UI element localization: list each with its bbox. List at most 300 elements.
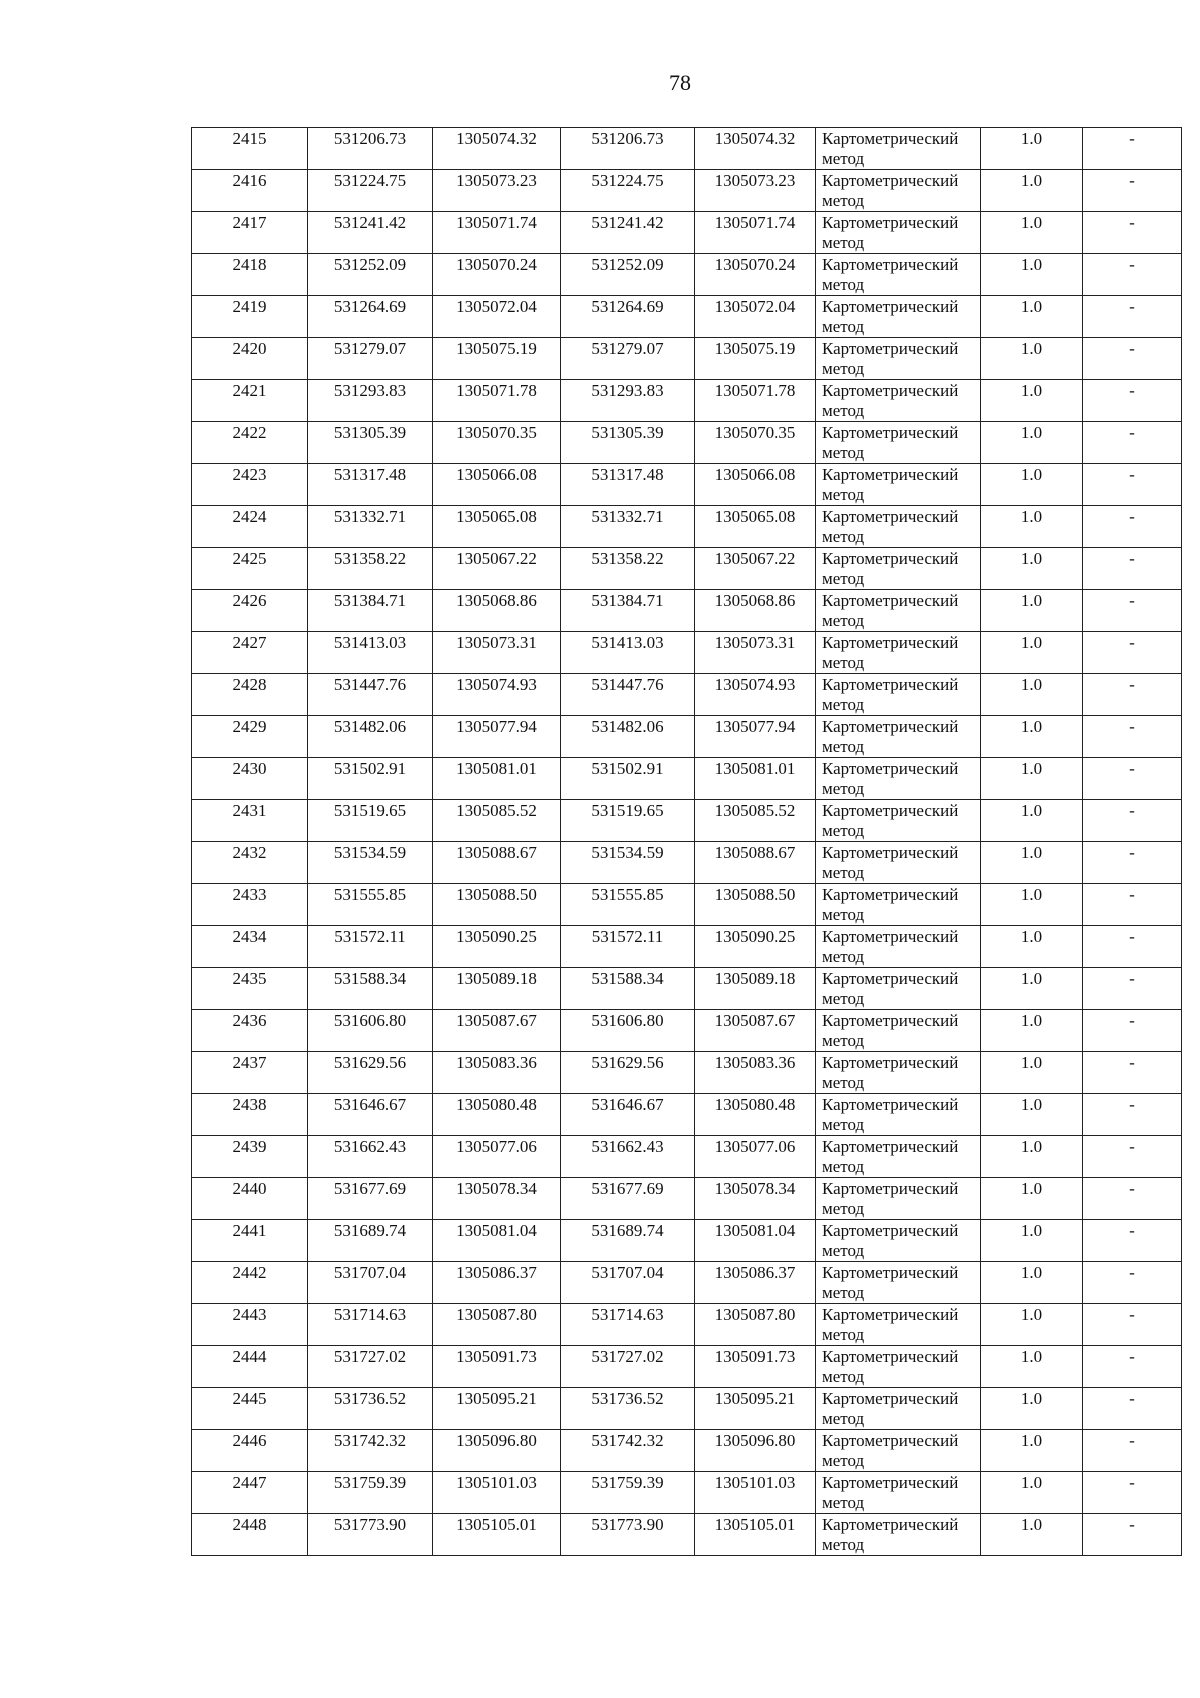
new-y-cell bbox=[695, 800, 816, 842]
existing-y-cell bbox=[433, 212, 561, 254]
new-y-text: 1305105.01 bbox=[714, 1515, 796, 1534]
existing-y-cell bbox=[433, 464, 561, 506]
accuracy-text: 1.0 bbox=[1020, 969, 1043, 988]
method-cell bbox=[816, 800, 981, 842]
table-row bbox=[192, 380, 1182, 422]
description-cell bbox=[1083, 1010, 1182, 1052]
point-number-cell bbox=[192, 548, 308, 590]
new-y-cell bbox=[695, 1346, 816, 1388]
existing-x-text: 531502.91 bbox=[333, 759, 407, 778]
existing-x-text: 531629.56 bbox=[333, 1053, 407, 1072]
existing-y-text: 1305078.34 bbox=[456, 1179, 537, 1198]
method-text: Картометрический метод bbox=[822, 801, 959, 840]
existing-y-cell bbox=[433, 338, 561, 380]
description-text: - bbox=[1129, 423, 1135, 442]
description-cell bbox=[1083, 1514, 1182, 1556]
table-row bbox=[192, 1304, 1182, 1346]
new-y-cell bbox=[695, 758, 816, 800]
method-cell bbox=[816, 1304, 981, 1346]
existing-y-cell bbox=[433, 422, 561, 464]
description-text: - bbox=[1129, 297, 1135, 316]
new-y-text: 1305070.35 bbox=[714, 423, 796, 442]
new-x-text: 531305.39 bbox=[591, 423, 664, 442]
method-cell bbox=[816, 632, 981, 674]
existing-y-text: 1305091.73 bbox=[456, 1347, 537, 1366]
description-cell bbox=[1083, 548, 1182, 590]
description-cell bbox=[1083, 380, 1182, 422]
accuracy-cell bbox=[981, 800, 1083, 842]
description-text: - bbox=[1129, 591, 1135, 610]
new-x-cell bbox=[561, 1430, 695, 1472]
existing-x-text: 531241.42 bbox=[333, 213, 407, 232]
accuracy-text: 1.0 bbox=[1020, 801, 1043, 820]
accuracy-text: 1.0 bbox=[1020, 843, 1043, 862]
point-number-cell bbox=[192, 1346, 308, 1388]
existing-y-cell bbox=[433, 758, 561, 800]
point-number-cell bbox=[192, 632, 308, 674]
description-text: - bbox=[1129, 717, 1135, 736]
new-y-cell bbox=[695, 1010, 816, 1052]
existing-x-text: 531588.34 bbox=[333, 969, 407, 988]
point-number-cell bbox=[192, 254, 308, 296]
existing-y-text: 1305088.67 bbox=[456, 843, 537, 862]
point-number-cell bbox=[192, 842, 308, 884]
new-x-cell bbox=[561, 758, 695, 800]
accuracy-cell bbox=[981, 1220, 1083, 1262]
table-row bbox=[192, 968, 1182, 1010]
description-text: - bbox=[1129, 465, 1135, 484]
point-number-cell bbox=[192, 1010, 308, 1052]
point-number-text: 2442 bbox=[232, 1263, 267, 1282]
existing-y-text: 1305085.52 bbox=[456, 801, 537, 820]
method-cell bbox=[816, 338, 981, 380]
coordinates-table bbox=[191, 127, 1182, 1556]
new-y-cell bbox=[695, 422, 816, 464]
accuracy-text: 1.0 bbox=[1020, 1221, 1043, 1240]
existing-y-cell bbox=[433, 716, 561, 758]
new-x-cell bbox=[561, 464, 695, 506]
accuracy-cell bbox=[981, 548, 1083, 590]
description-text: - bbox=[1129, 1095, 1135, 1114]
accuracy-text: 1.0 bbox=[1020, 339, 1043, 358]
point-number-text: 2435 bbox=[232, 969, 267, 988]
point-number-cell bbox=[192, 422, 308, 464]
new-x-cell bbox=[561, 842, 695, 884]
point-number-cell bbox=[192, 170, 308, 212]
new-x-text: 531279.07 bbox=[591, 339, 664, 358]
method-text: Картометрический метод bbox=[822, 171, 959, 210]
existing-x-text: 531689.74 bbox=[333, 1221, 407, 1240]
method-cell bbox=[816, 884, 981, 926]
existing-y-text: 1305066.08 bbox=[456, 465, 537, 484]
existing-x-cell bbox=[308, 632, 433, 674]
method-text: Картометрический метод bbox=[822, 549, 959, 588]
new-y-cell bbox=[695, 1430, 816, 1472]
description-text: - bbox=[1129, 1179, 1135, 1198]
new-y-text: 1305078.34 bbox=[714, 1179, 796, 1198]
existing-x-cell bbox=[308, 590, 433, 632]
method-cell bbox=[816, 548, 981, 590]
existing-y-cell bbox=[433, 380, 561, 422]
existing-y-cell bbox=[433, 506, 561, 548]
description-cell bbox=[1083, 254, 1182, 296]
existing-y-text: 1305081.01 bbox=[456, 759, 537, 778]
accuracy-text: 1.0 bbox=[1020, 465, 1043, 484]
point-number-text: 2429 bbox=[232, 717, 267, 736]
description-cell bbox=[1083, 1220, 1182, 1262]
point-number-cell bbox=[192, 968, 308, 1010]
method-text: Картометрический метод bbox=[822, 759, 959, 798]
new-x-text: 531482.06 bbox=[591, 717, 664, 736]
point-number-cell bbox=[192, 506, 308, 548]
existing-x-cell bbox=[308, 1262, 433, 1304]
existing-x-text: 531252.09 bbox=[333, 255, 407, 274]
new-x-text: 531447.76 bbox=[591, 675, 664, 694]
new-y-cell bbox=[695, 590, 816, 632]
new-y-text: 1305075.19 bbox=[714, 339, 796, 358]
point-number-text: 2426 bbox=[232, 591, 267, 610]
accuracy-text: 1.0 bbox=[1020, 213, 1043, 232]
point-number-text: 2415 bbox=[232, 129, 267, 148]
accuracy-text: 1.0 bbox=[1020, 1515, 1043, 1534]
existing-x-text: 531447.76 bbox=[333, 675, 407, 694]
description-text: - bbox=[1129, 339, 1135, 358]
point-number-text: 2445 bbox=[232, 1389, 267, 1408]
method-text: Картометрический метод bbox=[822, 255, 959, 294]
new-x-text: 531519.65 bbox=[591, 801, 664, 820]
description-cell bbox=[1083, 968, 1182, 1010]
description-cell bbox=[1083, 1262, 1182, 1304]
existing-y-cell bbox=[433, 296, 561, 338]
point-number-cell bbox=[192, 800, 308, 842]
new-x-text: 531629.56 bbox=[591, 1053, 664, 1072]
table-row bbox=[192, 212, 1182, 254]
table-row bbox=[192, 422, 1182, 464]
existing-y-text: 1305077.06 bbox=[456, 1137, 537, 1156]
existing-x-cell bbox=[308, 170, 433, 212]
existing-x-text: 531606.80 bbox=[333, 1011, 407, 1030]
new-x-text: 531662.43 bbox=[591, 1137, 664, 1156]
accuracy-text: 1.0 bbox=[1020, 255, 1043, 274]
point-number-text: 2430 bbox=[232, 759, 267, 778]
existing-y-text: 1305067.22 bbox=[456, 549, 537, 568]
method-text: Картометрический метод bbox=[822, 675, 959, 714]
point-number-text: 2440 bbox=[232, 1179, 267, 1198]
new-x-cell bbox=[561, 968, 695, 1010]
new-x-cell bbox=[561, 716, 695, 758]
description-text: - bbox=[1129, 255, 1135, 274]
accuracy-text: 1.0 bbox=[1020, 1431, 1043, 1450]
new-y-cell bbox=[695, 128, 816, 170]
method-text: Картометрический метод bbox=[822, 465, 959, 504]
existing-y-cell bbox=[433, 884, 561, 926]
existing-y-text: 1305071.74 bbox=[456, 213, 537, 232]
existing-x-cell bbox=[308, 716, 433, 758]
new-y-text: 1305074.93 bbox=[714, 675, 796, 694]
new-x-cell bbox=[561, 1094, 695, 1136]
existing-y-text: 1305065.08 bbox=[456, 507, 537, 526]
new-y-text: 1305077.06 bbox=[714, 1137, 796, 1156]
existing-x-cell bbox=[308, 422, 433, 464]
description-text: - bbox=[1129, 633, 1135, 652]
point-number-text: 2432 bbox=[232, 843, 267, 862]
method-cell bbox=[816, 1178, 981, 1220]
description-cell bbox=[1083, 842, 1182, 884]
new-x-text: 531332.71 bbox=[591, 507, 664, 526]
new-y-text: 1305088.50 bbox=[714, 885, 796, 904]
description-cell bbox=[1083, 674, 1182, 716]
new-x-text: 531646.67 bbox=[591, 1095, 664, 1114]
new-y-text: 1305067.22 bbox=[714, 549, 796, 568]
new-y-text: 1305073.31 bbox=[714, 633, 796, 652]
new-x-cell bbox=[561, 1262, 695, 1304]
method-cell bbox=[816, 590, 981, 632]
existing-y-text: 1305087.80 bbox=[456, 1305, 537, 1324]
new-y-text: 1305071.74 bbox=[714, 213, 796, 232]
point-number-cell bbox=[192, 1388, 308, 1430]
accuracy-cell bbox=[981, 506, 1083, 548]
existing-x-cell bbox=[308, 1304, 433, 1346]
method-cell bbox=[816, 926, 981, 968]
description-cell bbox=[1083, 1430, 1182, 1472]
existing-y-text: 1305096.80 bbox=[456, 1431, 537, 1450]
accuracy-text: 1.0 bbox=[1020, 675, 1043, 694]
method-text: Картометрический метод bbox=[822, 507, 959, 546]
point-number-text: 2436 bbox=[232, 1011, 267, 1030]
point-number-text: 2434 bbox=[232, 927, 267, 946]
table-row bbox=[192, 1136, 1182, 1178]
table-row bbox=[192, 842, 1182, 884]
method-cell bbox=[816, 254, 981, 296]
accuracy-text: 1.0 bbox=[1020, 927, 1043, 946]
existing-y-cell bbox=[433, 548, 561, 590]
existing-x-cell bbox=[308, 968, 433, 1010]
new-x-text: 531241.42 bbox=[591, 213, 664, 232]
existing-y-text: 1305074.32 bbox=[456, 129, 537, 148]
point-number-text: 2416 bbox=[232, 171, 267, 190]
method-text: Картометрический метод bbox=[822, 591, 959, 630]
description-text: - bbox=[1129, 1515, 1135, 1534]
new-y-text: 1305081.04 bbox=[714, 1221, 796, 1240]
point-number-text: 2443 bbox=[232, 1305, 267, 1324]
new-y-text: 1305086.37 bbox=[714, 1263, 796, 1282]
new-y-text: 1305081.01 bbox=[714, 759, 796, 778]
method-text: Картометрический метод bbox=[822, 717, 959, 756]
existing-x-text: 531305.39 bbox=[333, 423, 407, 442]
new-x-text: 531384.71 bbox=[591, 591, 664, 610]
new-y-text: 1305090.25 bbox=[714, 927, 796, 946]
new-x-cell bbox=[561, 380, 695, 422]
method-cell bbox=[816, 170, 981, 212]
method-cell bbox=[816, 422, 981, 464]
existing-x-cell bbox=[308, 1472, 433, 1514]
table-row bbox=[192, 1010, 1182, 1052]
accuracy-cell bbox=[981, 716, 1083, 758]
new-y-cell bbox=[695, 1388, 816, 1430]
table-row bbox=[192, 464, 1182, 506]
new-y-text: 1305072.04 bbox=[714, 297, 796, 316]
method-text: Картометрический метод bbox=[822, 1263, 959, 1302]
new-y-cell bbox=[695, 1304, 816, 1346]
existing-x-cell bbox=[308, 674, 433, 716]
new-y-cell bbox=[695, 296, 816, 338]
new-y-text: 1305080.48 bbox=[714, 1095, 796, 1114]
point-number-cell bbox=[192, 1178, 308, 1220]
existing-y-cell bbox=[433, 1010, 561, 1052]
new-y-cell bbox=[695, 548, 816, 590]
new-x-cell bbox=[561, 338, 695, 380]
method-cell bbox=[816, 842, 981, 884]
point-number-cell bbox=[192, 380, 308, 422]
point-number-text: 2444 bbox=[232, 1347, 267, 1366]
accuracy-text: 1.0 bbox=[1020, 1305, 1043, 1324]
existing-x-cell bbox=[308, 1514, 433, 1556]
existing-x-text: 531317.48 bbox=[333, 465, 407, 484]
description-cell bbox=[1083, 884, 1182, 926]
method-text: Картометрический метод bbox=[822, 1011, 959, 1050]
method-text: Картометрический метод bbox=[822, 1515, 959, 1554]
existing-y-cell bbox=[433, 842, 561, 884]
point-number-cell bbox=[192, 590, 308, 632]
accuracy-cell bbox=[981, 1304, 1083, 1346]
existing-x-cell bbox=[308, 338, 433, 380]
new-y-text: 1305065.08 bbox=[714, 507, 796, 526]
accuracy-cell bbox=[981, 632, 1083, 674]
existing-x-text: 531279.07 bbox=[333, 339, 407, 358]
accuracy-text: 1.0 bbox=[1020, 1347, 1043, 1366]
existing-y-text: 1305077.94 bbox=[456, 717, 537, 736]
description-text: - bbox=[1129, 885, 1135, 904]
method-text: Картометрический метод bbox=[822, 843, 959, 882]
table-row bbox=[192, 254, 1182, 296]
new-x-cell bbox=[561, 632, 695, 674]
existing-y-text: 1305088.50 bbox=[456, 885, 537, 904]
description-text: - bbox=[1129, 1389, 1135, 1408]
table-row bbox=[192, 758, 1182, 800]
existing-x-text: 531482.06 bbox=[333, 717, 407, 736]
method-cell bbox=[816, 716, 981, 758]
new-x-cell bbox=[561, 1388, 695, 1430]
table-row bbox=[192, 548, 1182, 590]
new-x-cell bbox=[561, 674, 695, 716]
new-y-text: 1305087.67 bbox=[714, 1011, 796, 1030]
point-number-cell bbox=[192, 926, 308, 968]
existing-y-text: 1305071.78 bbox=[456, 381, 537, 400]
new-x-text: 531572.11 bbox=[591, 927, 664, 946]
new-y-cell bbox=[695, 716, 816, 758]
existing-y-cell bbox=[433, 590, 561, 632]
description-text: - bbox=[1129, 1347, 1135, 1366]
method-cell bbox=[816, 1052, 981, 1094]
point-number-cell bbox=[192, 1472, 308, 1514]
new-y-text: 1305070.24 bbox=[714, 255, 796, 274]
existing-x-cell bbox=[308, 296, 433, 338]
table-row bbox=[192, 1094, 1182, 1136]
accuracy-text: 1.0 bbox=[1020, 423, 1043, 442]
existing-y-text: 1305075.19 bbox=[456, 339, 537, 358]
existing-y-text: 1305080.48 bbox=[456, 1095, 537, 1114]
table-row bbox=[192, 674, 1182, 716]
new-y-cell bbox=[695, 380, 816, 422]
existing-x-cell bbox=[308, 1346, 433, 1388]
new-x-text: 531714.63 bbox=[591, 1305, 664, 1324]
description-cell bbox=[1083, 1388, 1182, 1430]
table-row bbox=[192, 338, 1182, 380]
accuracy-text: 1.0 bbox=[1020, 1053, 1043, 1072]
accuracy-text: 1.0 bbox=[1020, 633, 1043, 652]
new-y-cell bbox=[695, 338, 816, 380]
existing-x-cell bbox=[308, 380, 433, 422]
new-x-cell bbox=[561, 800, 695, 842]
point-number-cell bbox=[192, 338, 308, 380]
existing-y-text: 1305095.21 bbox=[456, 1389, 537, 1408]
point-number-cell bbox=[192, 884, 308, 926]
new-x-text: 531736.52 bbox=[591, 1389, 664, 1408]
new-x-text: 531317.48 bbox=[591, 465, 664, 484]
new-y-cell bbox=[695, 1094, 816, 1136]
method-text: Картометрический метод bbox=[822, 129, 959, 168]
description-text: - bbox=[1129, 1263, 1135, 1282]
table-row bbox=[192, 1430, 1182, 1472]
accuracy-text: 1.0 bbox=[1020, 591, 1043, 610]
point-number-cell bbox=[192, 1262, 308, 1304]
description-cell bbox=[1083, 1136, 1182, 1178]
table-row bbox=[192, 926, 1182, 968]
point-number-cell bbox=[192, 296, 308, 338]
existing-x-cell bbox=[308, 800, 433, 842]
existing-y-cell bbox=[433, 1388, 561, 1430]
method-text: Картометрический метод bbox=[822, 927, 959, 966]
method-text: Картометрический метод bbox=[822, 1053, 959, 1092]
new-x-text: 531206.73 bbox=[591, 129, 664, 148]
existing-x-cell bbox=[308, 548, 433, 590]
accuracy-cell bbox=[981, 1052, 1083, 1094]
existing-y-cell bbox=[433, 968, 561, 1010]
existing-x-cell bbox=[308, 1052, 433, 1094]
table-row bbox=[192, 1052, 1182, 1094]
existing-y-text: 1305074.93 bbox=[456, 675, 537, 694]
new-y-cell bbox=[695, 968, 816, 1010]
new-y-text: 1305095.21 bbox=[714, 1389, 796, 1408]
method-text: Картометрический метод bbox=[822, 1179, 959, 1218]
description-text: - bbox=[1129, 675, 1135, 694]
point-number-text: 2437 bbox=[232, 1053, 267, 1072]
method-cell bbox=[816, 1010, 981, 1052]
method-cell bbox=[816, 1430, 981, 1472]
method-cell bbox=[816, 296, 981, 338]
new-x-cell bbox=[561, 1346, 695, 1388]
new-x-text: 531677.69 bbox=[591, 1179, 664, 1198]
method-text: Картометрический метод bbox=[822, 1473, 959, 1512]
new-x-cell bbox=[561, 506, 695, 548]
description-cell bbox=[1083, 716, 1182, 758]
table-row bbox=[192, 1262, 1182, 1304]
table-row bbox=[192, 1178, 1182, 1220]
new-x-cell bbox=[561, 254, 695, 296]
new-x-cell bbox=[561, 1220, 695, 1262]
new-y-text: 1305074.32 bbox=[714, 129, 796, 148]
existing-x-text: 531742.32 bbox=[333, 1431, 407, 1450]
new-y-text: 1305091.73 bbox=[714, 1347, 796, 1366]
description-text: - bbox=[1129, 969, 1135, 988]
existing-x-text: 531759.39 bbox=[333, 1473, 407, 1492]
existing-y-cell bbox=[433, 1052, 561, 1094]
method-cell bbox=[816, 1136, 981, 1178]
description-text: - bbox=[1129, 927, 1135, 946]
new-y-cell bbox=[695, 1220, 816, 1262]
accuracy-text: 1.0 bbox=[1020, 549, 1043, 568]
method-text: Картометрический метод bbox=[822, 1347, 959, 1386]
